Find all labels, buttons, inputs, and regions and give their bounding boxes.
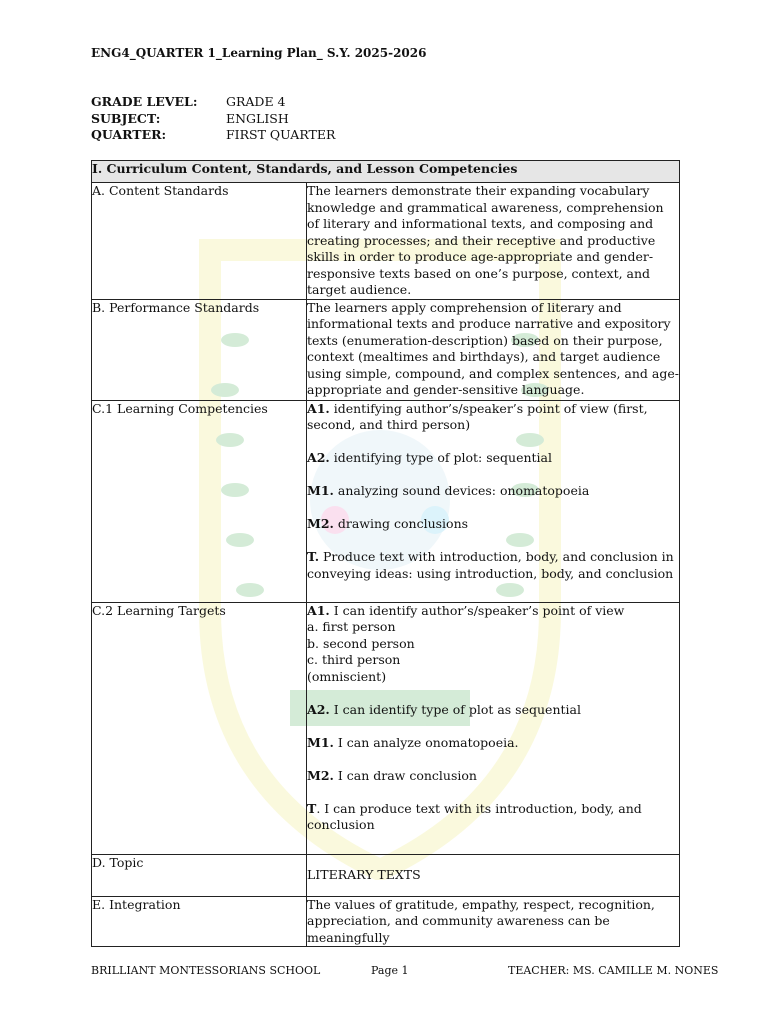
target-subitem: a. first person xyxy=(307,619,396,634)
row-label-learning-targets: C.2 Learning Targets xyxy=(92,602,307,854)
footer-page-number: Page 1 xyxy=(371,964,409,977)
competency-text: identifying type of plot: sequential xyxy=(329,450,553,465)
performance-standards-text: The learners apply comprehension of literary and informational texts and produce narrative and expository texts (enumeration-description) based on their purpose, context (mealtimes and birthdays), and target audience using simple, compound, and complex sentences, and age-appropriate and gender-sensitive language. xyxy=(307,299,680,400)
footer-teacher: TEACHER: MS. CAMILLE M. NONES xyxy=(508,964,719,977)
meta-value: GRADE 4 xyxy=(226,94,286,109)
target-text: I can identify author’s/speaker’s point of view xyxy=(329,602,625,618)
table-row xyxy=(92,896,680,947)
competency-item xyxy=(307,516,679,533)
target-code: M2. xyxy=(307,767,334,783)
target-subitem: (omniscient) xyxy=(307,668,387,684)
row-label-topic: D. Topic xyxy=(92,854,307,896)
table-row xyxy=(92,854,680,896)
meta-label: GRADE LEVEL: xyxy=(91,94,198,109)
table-row xyxy=(92,602,680,854)
meta-value: ENGLISH xyxy=(226,110,289,126)
target-subitem: b. second person xyxy=(307,635,415,651)
learning-plan-table xyxy=(91,160,680,947)
section-header-row xyxy=(92,161,680,183)
target-text: I can draw conclusion xyxy=(333,767,477,783)
target-code: T xyxy=(307,800,317,816)
target-text: . I can produce text with its introduction, body, and conclusion xyxy=(307,800,642,832)
target-code: A2. xyxy=(307,701,330,717)
competency-item xyxy=(307,450,679,467)
target-item xyxy=(307,735,679,752)
target-subitem: c. third person xyxy=(307,652,401,667)
competency-code: M2. xyxy=(307,516,334,531)
content-standards-text: The learners demonstrate their expanding vocabulary knowledge and grammatical awareness, comprehension of literary and informational texts, and composing and creating processes; and their receptive and productive skills in order to produce age-appropriate and gender-responsive texts based on one’s purpose, context, and target audience. xyxy=(307,183,680,300)
table-row xyxy=(92,183,680,300)
row-label-performance-standards: B. Performance Standards xyxy=(92,299,307,400)
competency-item xyxy=(307,401,679,434)
row-label-learning-competencies: C.1 Learning Competencies xyxy=(92,400,307,602)
target-text: I can analyze onomatopoeia. xyxy=(333,734,519,750)
target-item xyxy=(307,768,679,785)
row-label-content-standards: A. Content Standards xyxy=(92,183,307,300)
target-code: M1. xyxy=(307,734,334,750)
meta-value: FIRST QUARTER xyxy=(226,127,336,142)
competency-text: Produce text with introduction, body, and conclusion in conveying ideas: using introduction, body, and conclusion xyxy=(307,549,674,581)
learning-competencies-cell xyxy=(307,400,680,602)
document-title: ENG4_QUARTER 1_Learning Plan_ S.Y. 2025-2026 xyxy=(91,46,427,60)
topic-text: LITERARY TEXTS xyxy=(307,854,680,896)
target-item xyxy=(307,603,679,620)
competency-text: analyzing sound devices: onomatopoeia xyxy=(333,483,590,498)
competency-code: T. xyxy=(307,549,320,564)
integration-text: The values of gratitude, empathy, respect, recognition, appreciation, and community awareness can be meaningfully xyxy=(307,896,680,947)
learning-targets-cell xyxy=(307,602,680,854)
competency-text: drawing conclusions xyxy=(333,516,469,531)
competency-code: A1. xyxy=(307,400,330,416)
target-item xyxy=(307,801,679,834)
section-title: I. Curriculum Content, Standards, and Lesson Competencies xyxy=(92,161,680,183)
target-item xyxy=(307,702,679,719)
meta-label: SUBJECT: xyxy=(91,110,161,126)
competency-item xyxy=(307,483,679,500)
target-code: A1. xyxy=(307,602,330,618)
competency-item xyxy=(307,549,679,582)
table-row xyxy=(92,299,680,400)
competency-code: A2. xyxy=(307,450,330,465)
table-row xyxy=(92,400,680,602)
footer-school: BRILLIANT MONTESSORIANS SCHOOL xyxy=(91,964,321,977)
meta-label: QUARTER: xyxy=(91,127,167,142)
competency-text: identifying author’s/speaker’s point of view (first, second, and third person) xyxy=(307,400,648,432)
competency-code: M1. xyxy=(307,483,334,498)
row-label-integration: E. Integration xyxy=(92,896,307,947)
target-text: I can identify type of plot as sequential xyxy=(329,701,581,717)
